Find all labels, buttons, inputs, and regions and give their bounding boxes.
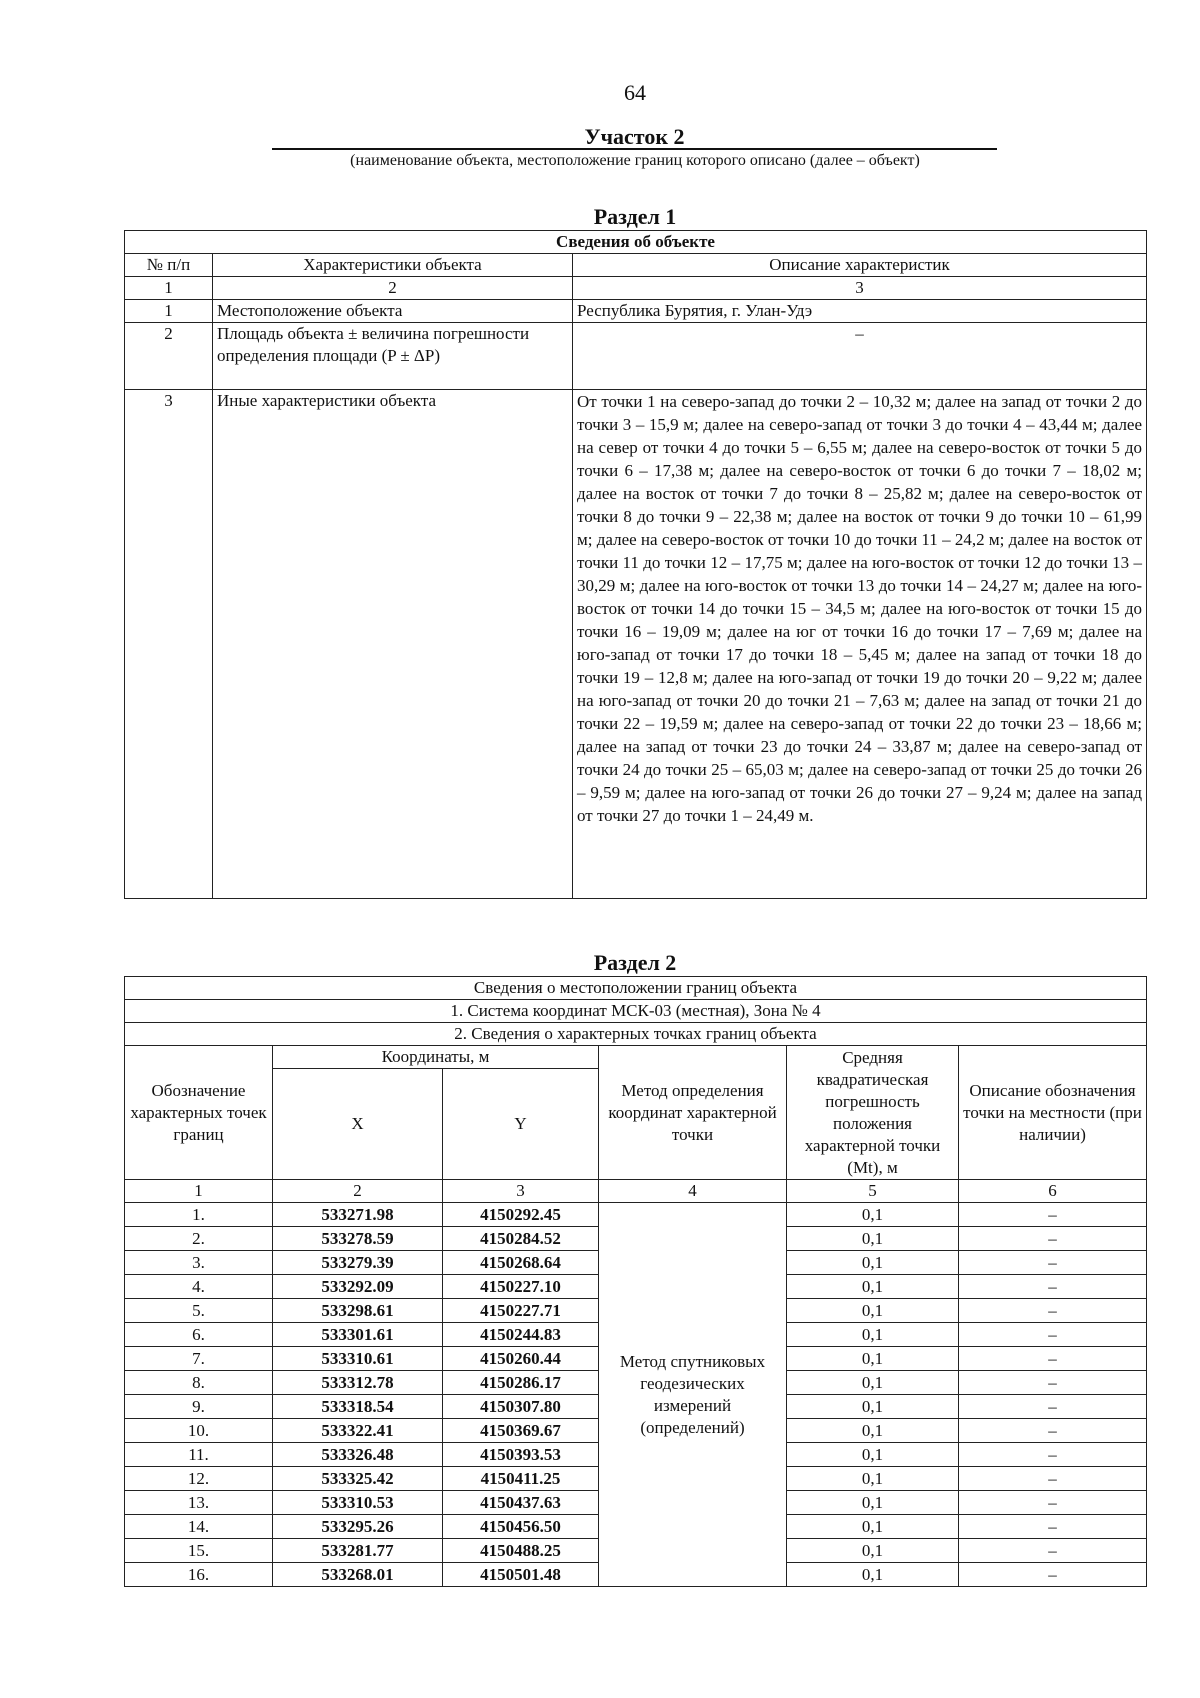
row-number: 3 (125, 390, 213, 899)
header-method: Метод определения координат характерной точки (599, 1046, 787, 1180)
point-id: 11. (125, 1443, 273, 1467)
point-x: 533322.41 (273, 1419, 443, 1443)
header-y: Y (443, 1069, 599, 1180)
table-row (125, 323, 1147, 390)
point-y: 4150369.67 (443, 1419, 599, 1443)
point-accuracy: 0,1 (787, 1491, 959, 1515)
point-description: – (959, 1203, 1147, 1227)
col-number: 4 (599, 1180, 787, 1203)
point-x: 533326.48 (273, 1443, 443, 1467)
method-cell: Метод спутниковых геодезических измерений (определений) (599, 1203, 787, 1587)
point-id: 6. (125, 1323, 273, 1347)
point-id: 16. (125, 1563, 273, 1587)
point-id: 1. (125, 1203, 273, 1227)
point-accuracy: 0,1 (787, 1563, 959, 1587)
header-x: X (273, 1069, 443, 1180)
col-number: 3 (443, 1180, 599, 1203)
point-accuracy: 0,1 (787, 1203, 959, 1227)
point-x: 533325.42 (273, 1467, 443, 1491)
object-info-table-title: Сведения об объекте (125, 231, 1147, 254)
point-description: – (959, 1371, 1147, 1395)
point-accuracy: 0,1 (787, 1251, 959, 1275)
col-number: 3 (573, 277, 1147, 300)
point-description: – (959, 1563, 1147, 1587)
point-id: 5. (125, 1299, 273, 1323)
row-number: 2 (125, 323, 213, 390)
point-accuracy: 0,1 (787, 1275, 959, 1299)
point-id: 8. (125, 1371, 273, 1395)
plot-title-underline (272, 148, 997, 150)
points-body (125, 1203, 1147, 1587)
table-row (125, 1203, 1147, 1227)
point-accuracy: 0,1 (787, 1347, 959, 1371)
point-x: 533301.61 (273, 1323, 443, 1347)
col-number: 1 (125, 1180, 273, 1203)
point-id: 7. (125, 1347, 273, 1371)
row-characteristic: Местоположение объекта (213, 300, 573, 323)
page-number: 64 (624, 80, 646, 105)
section2-title: Раздел 2 (593, 950, 677, 975)
point-description: – (959, 1227, 1147, 1251)
points-heading: 2. Сведения о характерных точках границ объекта (125, 1023, 1147, 1046)
point-description: – (959, 1395, 1147, 1419)
point-id: 14. (125, 1515, 273, 1539)
point-accuracy: 0,1 (787, 1467, 959, 1491)
point-accuracy: 0,1 (787, 1299, 959, 1323)
point-description: – (959, 1275, 1147, 1299)
point-y: 4150456.50 (443, 1515, 599, 1539)
row-characteristic: Иные характеристики объекта (213, 390, 573, 899)
point-id: 12. (125, 1467, 273, 1491)
point-y: 4150260.44 (443, 1347, 599, 1371)
row-description-boundary: От точки 1 на северо-запад до точки 2 – 10,32 м; далее на запад от точки 2 до точки 3 – 15,9 м; далее на северо-запад от точки 3 до точки 4 – 43,44 м; далее на север от точки 4 до точки 5 – 6,55 м; далее на северо-восток от точки 5 до точки 6 – 17,38 м; далее на северо-восток от точки 6 до точки 7 – 18,02 м; далее на восток от точки 7 до точки 8 – 25,82 м; далее на северо-восток от точки 8 до точки 9 – 22,38 м; далее на восток от точки 9 до точки 10 – 61,99 м; далее на северо-восток от точки 10 до точки 11 – 24,2 м; далее на восток от точки 11 до точки 12 – 17,75 м; далее на юго-восток от точки 12 до точки 13 – 30,29 м; далее на юго-восток от точки 13 до точки 14 – 24,27 м; далее на юго-восток от точки 14 до точки 15 – 34,5 м; далее на юго-восток от точки 15 до точки 16 – 19,09 м; далее на юг от точки 16 до точки 17 – 7,69 м; далее на юго-запад от точки 17 до точки 18 – 5,45 м; далее на запад от точки 18 до точки 19 – 12,8 м; далее на юго-запад от точки 19 до точки 20 – 9,22 м; далее на юго-запад от точки 20 до точки 21 – 7,63 м; далее на запад от точки 21 до точки 22 – 19,59 м; далее на северо-запад от точки 22 до точки 23 – 18,66 м; далее на запад от точки 23 до точки 24 – 33,87 м; далее на северо-запад от точки 24 до точки 25 – 65,03 м; далее на северо-запад от точки 25 до точки 26 – 9,59 м; далее на юго-запад от точки 26 до точки 27 – 9,24 м; далее на запад от точки 27 до точки 1 – 24,49 м. (573, 390, 1147, 899)
row-characteristic: Площадь объекта ± величина погрешности определения площади (P ± ΔP) (213, 323, 573, 390)
point-accuracy: 0,1 (787, 1443, 959, 1467)
boundary-points-table (124, 976, 1147, 1587)
col-number: 1 (125, 277, 213, 300)
point-y: 4150501.48 (443, 1563, 599, 1587)
point-accuracy: 0,1 (787, 1515, 959, 1539)
point-x: 533279.39 (273, 1251, 443, 1275)
header-point: Обозначение характерных точек границ (125, 1046, 273, 1180)
point-x: 533310.61 (273, 1347, 443, 1371)
point-y: 4150244.83 (443, 1323, 599, 1347)
point-x: 533268.01 (273, 1563, 443, 1587)
header-description: Описание обозначения точки на местности (при наличии) (959, 1046, 1147, 1180)
header-characteristic: Характеристики объекта (213, 254, 573, 277)
point-description: – (959, 1299, 1147, 1323)
point-y: 4150286.17 (443, 1371, 599, 1395)
header-coords: Координаты, м (273, 1046, 599, 1069)
point-x: 533295.26 (273, 1515, 443, 1539)
point-x: 533312.78 (273, 1371, 443, 1395)
point-x: 533310.53 (273, 1491, 443, 1515)
point-y: 4150227.10 (443, 1275, 599, 1299)
point-description: – (959, 1491, 1147, 1515)
row-description: Республика Бурятия, г. Улан-Удэ (573, 300, 1147, 323)
point-accuracy: 0,1 (787, 1371, 959, 1395)
point-x: 533292.09 (273, 1275, 443, 1299)
point-id: 4. (125, 1275, 273, 1299)
point-y: 4150268.64 (443, 1251, 599, 1275)
col-number: 2 (213, 277, 573, 300)
col-number: 5 (787, 1180, 959, 1203)
point-id: 3. (125, 1251, 273, 1275)
point-accuracy: 0,1 (787, 1419, 959, 1443)
point-x: 533278.59 (273, 1227, 443, 1251)
point-y: 4150227.71 (443, 1299, 599, 1323)
point-id: 9. (125, 1395, 273, 1419)
point-y: 4150411.25 (443, 1467, 599, 1491)
boundary-heading: Сведения о местоположении границ объекта (125, 977, 1147, 1000)
section1-title: Раздел 1 (593, 204, 677, 229)
point-accuracy: 0,1 (787, 1539, 959, 1563)
point-description: – (959, 1515, 1147, 1539)
header-accuracy: Средняя квадратическая погрешность положения характерной точки (Mt), м (787, 1046, 959, 1180)
plot-title: Участок 2 (584, 124, 685, 149)
row-description: – (573, 323, 1147, 390)
point-id: 2. (125, 1227, 273, 1251)
point-description: – (959, 1539, 1147, 1563)
point-y: 4150284.52 (443, 1227, 599, 1251)
point-x: 533281.77 (273, 1539, 443, 1563)
col-number: 2 (273, 1180, 443, 1203)
point-description: – (959, 1419, 1147, 1443)
table-row (125, 390, 1147, 899)
point-id: 13. (125, 1491, 273, 1515)
point-accuracy: 0,1 (787, 1323, 959, 1347)
point-id: 15. (125, 1539, 273, 1563)
point-description: – (959, 1251, 1147, 1275)
point-description: – (959, 1443, 1147, 1467)
point-y: 4150437.63 (443, 1491, 599, 1515)
row-number: 1 (125, 300, 213, 323)
coordinate-system: 1. Система координат МСК-03 (местная), Зона № 4 (125, 1000, 1147, 1023)
point-description: – (959, 1323, 1147, 1347)
header-description: Описание характеристик (573, 254, 1147, 277)
point-y: 4150393.53 (443, 1443, 599, 1467)
plot-caption: (наименование объекта, местоположение границ которого описано (далее – объект) (350, 152, 920, 169)
point-x: 533298.61 (273, 1299, 443, 1323)
point-y: 4150292.45 (443, 1203, 599, 1227)
point-y: 4150307.80 (443, 1395, 599, 1419)
point-x: 533271.98 (273, 1203, 443, 1227)
header-number: № п/п (125, 254, 213, 277)
point-id: 10. (125, 1419, 273, 1443)
col-number: 6 (959, 1180, 1147, 1203)
point-description: – (959, 1347, 1147, 1371)
table-row (125, 300, 1147, 323)
object-info-table (124, 230, 1147, 899)
point-description: – (959, 1467, 1147, 1491)
point-accuracy: 0,1 (787, 1227, 959, 1251)
point-x: 533318.54 (273, 1395, 443, 1419)
point-accuracy: 0,1 (787, 1395, 959, 1419)
point-y: 4150488.25 (443, 1539, 599, 1563)
